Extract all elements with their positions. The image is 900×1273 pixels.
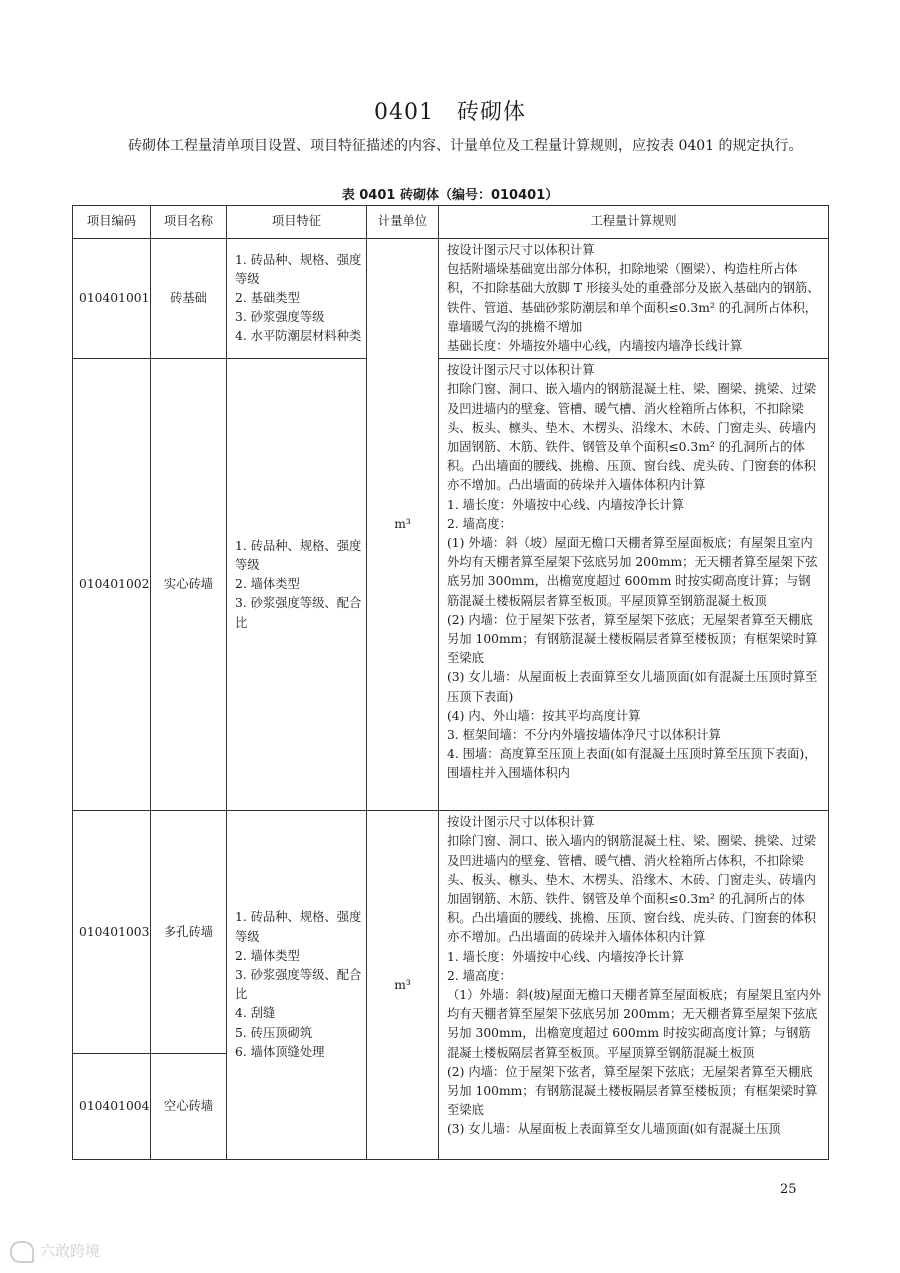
- page-number: 25: [780, 1182, 797, 1197]
- table-header-row: [73, 206, 829, 239]
- feature-line: 1. 砖品种、规格、强度等级: [235, 910, 362, 944]
- item-unit: m³: [367, 239, 439, 811]
- feature-line: 3. 砂浆强度等级、配合比: [235, 596, 362, 630]
- header-features: 项目特征: [227, 206, 367, 239]
- table-row: [73, 239, 829, 359]
- item-name: 多孔砖墙: [151, 811, 227, 1054]
- header-unit: 计量单位: [367, 206, 439, 239]
- feature-line: 3. 砂浆强度等级: [235, 310, 325, 325]
- rule-line: 按设计图示尺寸以体积计算: [447, 363, 595, 378]
- item-name: 砖基础: [151, 239, 227, 359]
- feature-line: 1. 砖品种、规格、强度等级: [235, 538, 362, 572]
- item-rules: [439, 239, 829, 359]
- rule-line: 按设计图示尺寸以体积计算: [447, 815, 595, 830]
- item-features: [227, 359, 367, 811]
- table-row: [73, 811, 829, 1054]
- item-name: 实心砖墙: [151, 359, 227, 811]
- feature-line: 6. 墙体顶缝处理: [235, 1044, 325, 1059]
- item-name: 空心砖墙: [151, 1054, 227, 1160]
- watermark: [10, 1240, 100, 1263]
- rule-line: (2) 内墙：位于屋架下弦者，算至屋架下弦底；无屋架者算至天棚底另加 100mm；有钢筋混凝土楼板隔层者算至楼板顶；有框架梁时算至梁底: [447, 612, 818, 666]
- rule-line: 1. 墙长度：外墙按中心线、内墙按净长计算: [447, 949, 684, 964]
- rule-line: 扣除门窗、洞口、嵌入墙内的钢筋混凝土柱、梁、圈梁、挑梁、过梁及凹进墙内的壁龛、管槽、暖气槽、消火栓箱所占体积，不扣除梁头、板头、檩头、垫木、木楞头、沿缘木、木砖、门窗走头、砖墙内加固钢筋、木筋、铁件、钢管及单个面积≤0.3m² 的孔洞所占的体积。凸出墙面的腰线、挑檐、压顶、窗台线、虎头砖、门窗套的体积亦不增加。凸出墙面的砖垛并入墙体体积内计算: [447, 382, 816, 493]
- rule-line: (3) 女儿墙：从屋面板上表面算至女儿墙顶面(如有混凝土压顶: [447, 1122, 781, 1137]
- chat-bubble-icon: [10, 1241, 34, 1263]
- item-unit: m³: [367, 811, 439, 1160]
- item-code: 010401001: [73, 239, 151, 359]
- watermark-text: 六敢跨境: [40, 1242, 101, 1260]
- header-rules: 工程量计算规则: [439, 206, 829, 239]
- rule-line: (2) 内墙：位于屋架下弦者，算至屋架下弦底；无屋架者算至天棚底另加 100mm；有钢筋混凝土楼板隔层者算至楼板顶；有框架梁时算至梁底: [447, 1064, 818, 1118]
- item-code: 010401004: [73, 1054, 151, 1160]
- rule-line: 扣除门窗、洞口、嵌入墙内的钢筋混凝土柱、梁、圈梁、挑梁、过梁及凹进墙内的壁龛、管槽、暖气槽、消火栓箱所占体积，不扣除梁头、板头、檩头、垫木、木楞头、沿缘木、木砖、门窗走头、砖墙内加固钢筋、木筋、铁件、钢管及单个面积≤0.3m² 的孔洞所占的体积。凸出墙面的腰线、挑檐、压顶、窗台线、虎头砖、门窗套的体积亦不增加。凸出墙面的砖垛并入墙体体积内计算: [447, 834, 816, 945]
- rule-line: 2. 墙高度：: [447, 516, 512, 531]
- table-caption: 表 0401 砖砌体（编号：010401）: [341, 188, 559, 203]
- rule-line: 4. 围墙：高度算至压顶上表面(如有混凝土压顶时算至压顶下表面)，围墙柱并入围墙体积内: [447, 747, 817, 781]
- rule-line: （1）外墙：斜(坡)屋面无檐口天棚者算至屋面板底；有屋架且室内外均有天棚者算至屋架下弦底另加 200mm；无天棚者算至屋架下弦底另加 300mm，出檐宽度超过 600mm 时按实砌高度计算；与钢筋混凝土楼板隔层者算至板顶。平屋顶算至钢筋混凝土板顶: [447, 988, 822, 1060]
- masonry-table: [72, 205, 829, 1160]
- item-features: [227, 239, 367, 359]
- intro-paragraph: 砖砌体工程量清单项目设置、项目特征描述的内容、计量单位及工程量计算规则，应按表 0401 的规定执行。: [128, 138, 803, 154]
- feature-line: 2. 墙体类型: [235, 577, 300, 592]
- rule-line: 1. 墙长度：外墙按中心线、内墙按净长计算: [447, 497, 684, 512]
- feature-line: 2. 基础类型: [235, 291, 300, 305]
- rule-line: (3) 女儿墙：从屋面板上表面算至女儿墙顶面(如有混凝土压顶时算至压顶下表面): [447, 670, 818, 704]
- header-code: 项目编码: [73, 206, 151, 239]
- feature-line: 1. 砖品种、规格、强度等级: [235, 252, 362, 286]
- item-code: 010401002: [73, 359, 151, 811]
- feature-line: 2. 墙体类型: [235, 948, 300, 963]
- section-title: 0401 砖砌体: [374, 100, 526, 125]
- item-features: [227, 811, 367, 1160]
- feature-line: 5. 砖压顶砌筑: [235, 1025, 313, 1040]
- item-code: 010401003: [73, 811, 151, 1054]
- feature-line: 4. 水平防潮层材料种类: [235, 329, 362, 344]
- feature-line: 3. 砂浆强度等级、配合比: [235, 968, 362, 1002]
- rule-line: 按设计图示尺寸以体积计算: [447, 243, 595, 257]
- table-row: [73, 359, 829, 811]
- rule-line: (4) 内、外山墙：按其平均高度计算: [447, 708, 641, 723]
- rule-line: 3. 框架间墙：不分内外墙按墙体净尺寸以体积计算: [447, 728, 721, 743]
- rule-line: 包括附墙垛基础宽出部分体积，扣除地梁（圈梁）、构造柱所占体积，不扣除基础大放脚 T 形接头处的重叠部分及嵌入基础内的钢筋、铁件、管道、基础砂浆防潮层和单个面积≤0.3m² 的孔洞所占体积，靠墙暖气沟的挑檐不增加: [447, 262, 820, 334]
- rule-line: (1) 外墙：斜（坡）屋面无檐口天棚者算至屋面板底；有屋架且室内外均有天棚者算至屋架下弦底另加 200mm；无天棚者算至屋架下弦底另加 300mm，出檐宽度超过 600mm 时按实砌高度计算；与钢筋混凝土楼板隔层者算至板顶。平屋顶算至钢筋混凝土板顶: [447, 536, 818, 608]
- item-rules: [439, 811, 829, 1160]
- feature-line: 4. 刮缝: [235, 1006, 276, 1021]
- rule-line: 2. 墙高度：: [447, 968, 512, 983]
- item-rules: [439, 359, 829, 811]
- rule-line: 基础长度：外墙按外墙中心线，内墙按内墙净长线计算: [447, 339, 743, 354]
- header-name: 项目名称: [151, 206, 227, 239]
